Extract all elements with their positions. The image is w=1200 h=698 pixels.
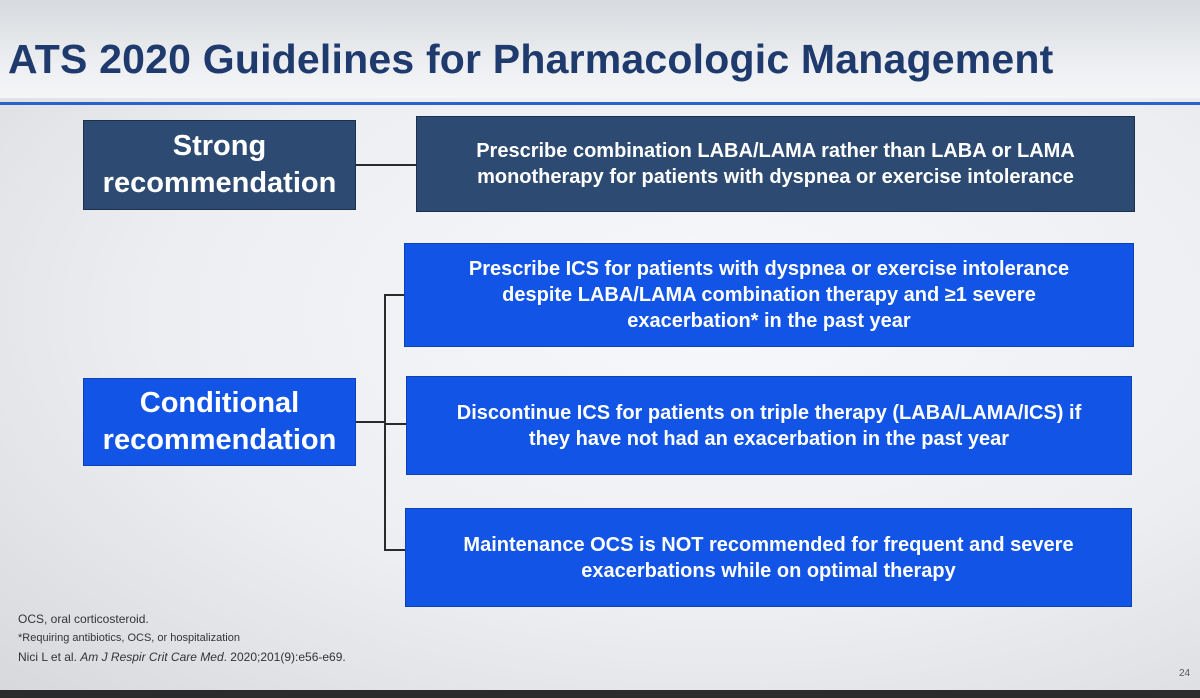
recommendation-box-1	[416, 116, 1135, 212]
rec3-line2: they have not had an exacerbation in the past year	[528, 427, 1010, 450]
connector-conditional-stub	[356, 421, 386, 423]
slide-title: ATS 2020 Guidelines for Pharmacologic Management	[8, 36, 1054, 82]
recommendation-box-3	[406, 376, 1132, 475]
title-bar	[0, 0, 1200, 98]
citation-authors: Nici L et al.	[18, 650, 81, 664]
conditional-label-line1: Conditional	[139, 387, 300, 419]
connector-branch-3	[384, 549, 405, 551]
strong-label-line2: recommendation	[102, 167, 337, 199]
title-divider	[0, 102, 1200, 105]
footnotes	[18, 610, 346, 667]
citation-journal: Am J Respir Crit Care Med	[80, 650, 224, 664]
strong-label-line1: Strong	[172, 130, 267, 162]
rec1-line1: Prescribe combination LABA/LAMA rather than LABA or LAMA	[476, 140, 1075, 162]
rec4-line2: exacerbations while on optimal therapy	[581, 559, 956, 582]
strong-recommendation-box	[83, 120, 356, 210]
page-number: 24	[1179, 668, 1191, 679]
footnote-asterisk: *Requiring antibiotics, OCS, or hospitalization	[18, 632, 240, 644]
recommendation-box-4	[405, 508, 1132, 607]
rec2-line1: Prescribe ICS for patients with dyspnea or exercise intolerance	[468, 258, 1070, 280]
conditional-label-line2: recommendation	[102, 424, 337, 456]
rec2-line3: exacerbation* in the past year	[627, 310, 911, 332]
connector-strong	[356, 164, 416, 166]
rec3-line1: Discontinue ICS for patients on triple therapy (LABA/LAMA/ICS) if	[456, 401, 1082, 424]
screen-bezel	[0, 690, 1200, 698]
connector-branch-1	[384, 294, 404, 296]
recommendation-box-2	[404, 243, 1134, 347]
citation-details: . 2020;201(9):e56-e69.	[223, 650, 346, 664]
footnote-citation	[18, 648, 346, 667]
rec2-line2: despite LABA/LAMA combination therapy and ≥1 severe	[502, 284, 1036, 306]
rec1-line2: monotherapy for patients with dyspnea or exercise intolerance	[477, 166, 1074, 188]
footnote-abbreviation: OCS, oral corticosteroid.	[18, 612, 149, 626]
connector-branch-2	[384, 423, 406, 425]
conditional-recommendation-box	[83, 378, 356, 466]
rec4-line1: Maintenance OCS is NOT recommended for frequent and severe	[463, 533, 1074, 556]
